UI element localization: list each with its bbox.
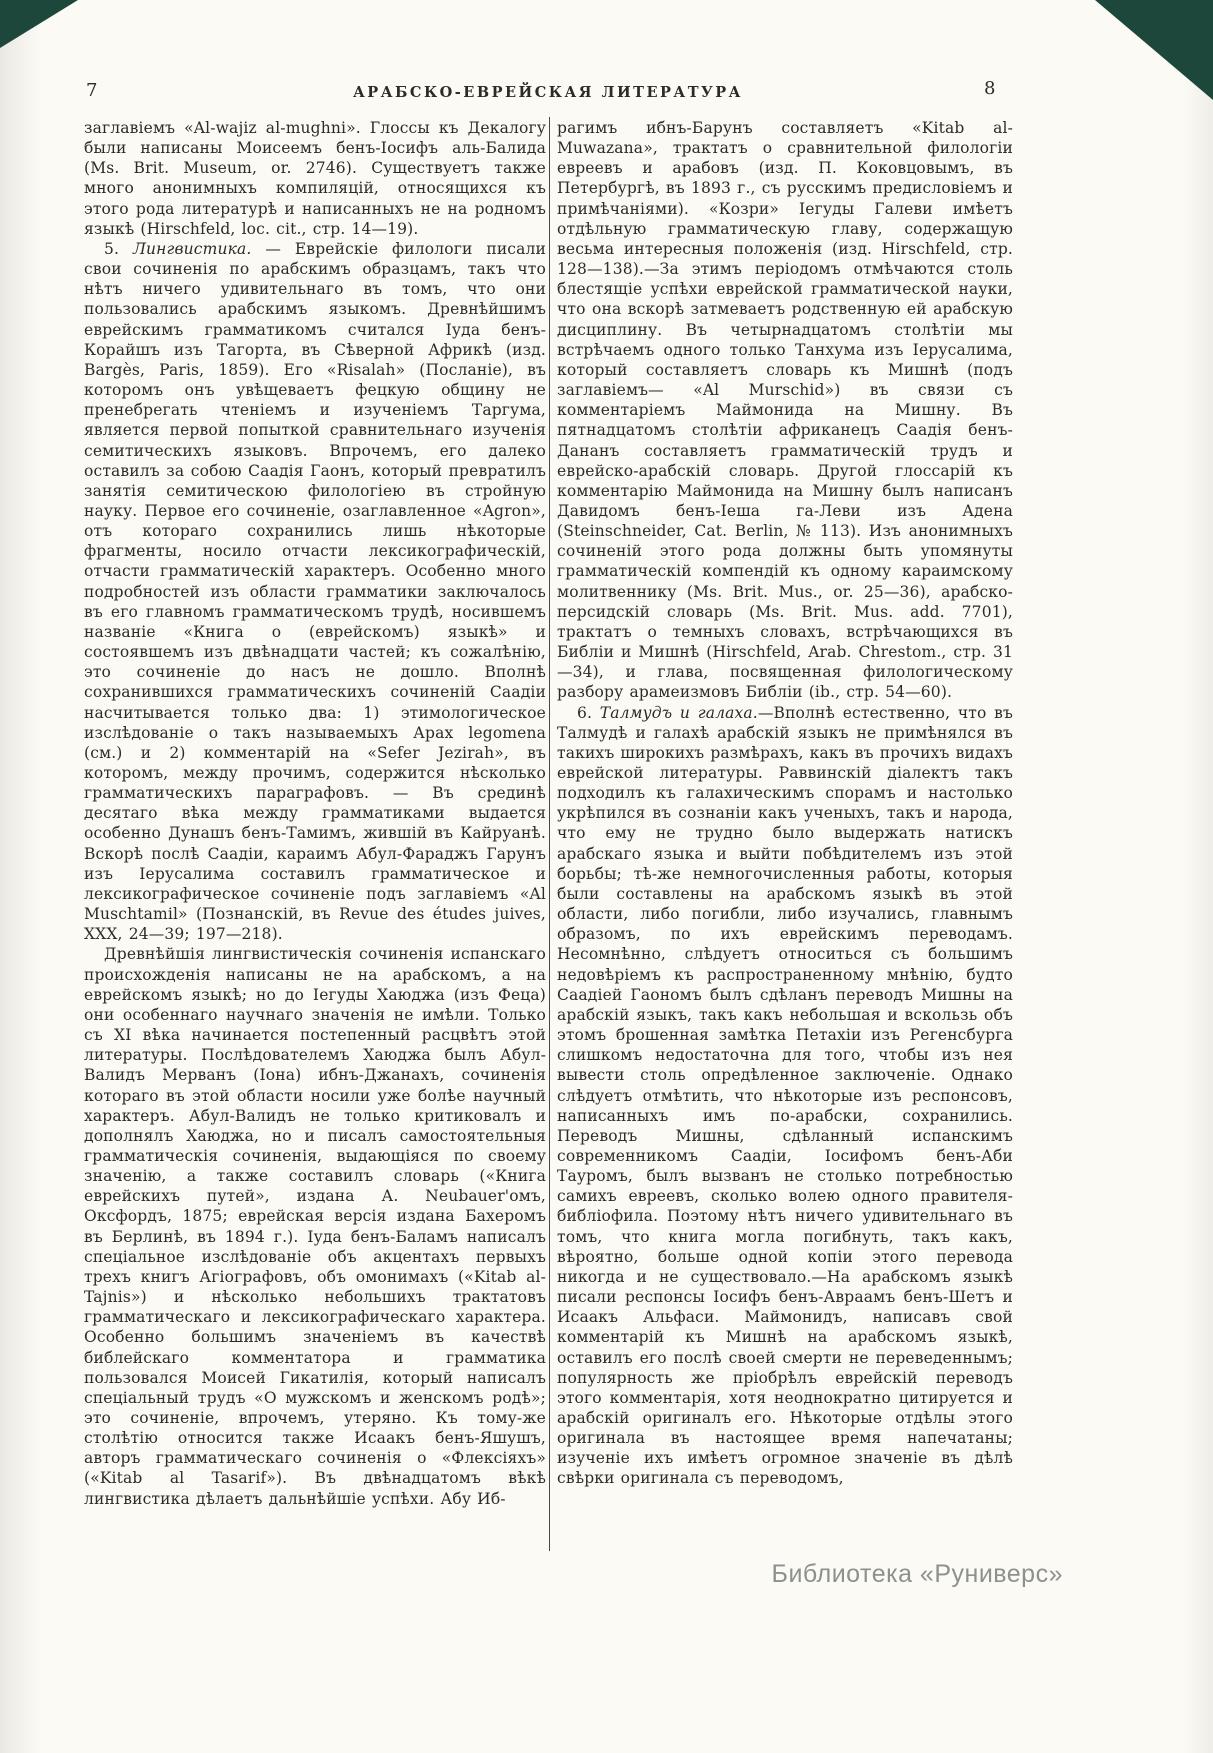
paragraph-text: Древнѣйшія лингвистическія сочиненія испанскаго происхожденія написаны не на арабскомъ, а на еврейскомъ языкѣ; но до Іегуды Хаюджа (изъ Феца) они особеннаго научнаго значенія не имѣли. Только съ XI вѣка начинается постепенный расцвѣтъ этой литературы. Послѣдователемъ Хаюджа былъ Абул-Валидъ Мерванъ (Іона) ибнъ-Джанахъ, сочиненія котораго въ этой области носили уже болѣе научный характеръ. Абул-Валидъ не только критиковалъ и дополнялъ Хаюджа, но и писалъ самостоятельныя грамматическія сочиненія, выдающіяся по своему значенію, а также составилъ словарь («Книга еврейскихъ путей», издана А. Neubauer'омъ, Оксфордъ, 1875; еврейская версія издана Бахеромъ въ Берлинѣ, въ 1894 г.). Іуда бенъ-Баламъ написалъ спеціальное изслѣдованіе объ акцентахъ первыхъ трехъ книгъ Агіографовъ, объ омонимахъ («Kitab al-Tajnis») и нѣсколько небольшихъ трактатовъ грамматическаго и лексикографическаго характера. Особенно большимъ значеніемъ въ качествѣ библейскаго комментатора и грамматика пользовался Моисей Гикатилія, который написалъ спеціальный трудъ «О мужскомъ и женскомъ родѣ»; это сочиненіе, впрочемъ, утеряно. Къ тому-же столѣтію относится также Исаакъ бенъ-Яшушъ, авторъ грамматическаго сочиненія о «Флексіяхъ» («Kitab al Tasarif»). Въ двѣнадцатомъ вѣкѣ лингвистика дѣлаетъ дальнѣйшіе успѣхи. Абу Иб- (84, 945, 546, 1508)
paragraph-text: — Еврейскіе филологи писали свои сочиненія по арабскимъ образцамъ, такъ что нѣтъ ничего удивительнаго въ томъ, что они пользовались арабскимъ языкомъ. Древнѣйшимъ еврейскимъ грамматикомъ считался Іуда бенъ-Корайшъ изъ Тагорта, въ Сѣверной Африкѣ (изд. Bargès, Paris, 1859). Его «Risalah» (Посланіе), въ которомъ онъ увѣщеваетъ фецкую общину не пренебрегать чтеніемъ и изученіемъ Таргума, является первой попыткой сравнительнаго изученія семитическихъ языковъ. Впрочемъ, его далеко оставилъ за собою Саадія Гаонъ, который превратилъ занятія семитическою филологіею въ стройную науку. Первое его сочиненіе, озаглавленное «Agron», отъ котораго сохранились лишь нѣкоторые фрагменты, носило отчасти лексикографическій, отчасти грамматическій характеръ. Особенно много подробностей изъ области грамматики заключалось въ его главномъ грамматическомъ трудѣ, носившемъ названіе «Книга о (еврейскомъ) языкѣ» и состоявшемъ изъ двѣнадцати частей; къ сожалѣнію, это сочиненіе до насъ не дошло. Вполнѣ сохранившихся грамматическихъ сочиненій Саадіи насчитывается только два: 1) этимологическое изслѣдованіе о такъ называемыхъ Арах legomena (см.) и 2) комментарій на «Sefer Jezirah», въ которомъ, между прочимъ, содержится нѣсколько грамматическихъ параграфовъ. — Въ срединѣ десятаго вѣка между грамматиками выдается особенно Дунашъ бенъ-Тамимъ, жившій въ Кайруанѣ. Вскорѣ послѣ Саадіи, караимъ Абул-Фараджъ Гарунъ изъ Іерусалима составилъ грамматическое и лексикографическое сочиненіе подъ заглавіемъ «Al Muschtamil» (Познанскій, въ Revue des études juives, XXX, 24—39; 197—218). (84, 239, 546, 944)
page-number-left: 7 (86, 80, 98, 101)
page-number-right: 8 (984, 78, 996, 99)
section-number: 5. (104, 239, 133, 258)
running-header-title: АРАБСКО-ЕВРЕЙСКАЯ ЛИТЕРАТУРА (353, 84, 743, 101)
paragraph-text: —Вполнѣ естественно, что въ Талмудѣ и галахѣ арабскій языкъ не примѣнялся въ такихъ широкихъ размѣрахъ, какъ въ прочихъ видахъ еврейской литературы. Раввинскій діалектъ такъ подходилъ къ галахическимъ спорамъ и настолько укрѣпился въ сознаніи какъ ученыхъ, такъ и народа, что ему не трудно было выдержать натискъ арабскаго языка и выйти побѣдителемъ изъ этой борьбы; тѣ-же немногочисленныя работы, которыя были составлены на арабскомъ языкѣ въ этой области, либо погибли, либо изучались, главнымъ образомъ, по ихъ еврейскимъ переводамъ. Несомнѣнно, слѣдуетъ относиться съ большимъ недовѣріемъ къ распространенному мнѣнію, будто Саадіей Гаономъ былъ сдѣланъ переводъ Мишны на арабскій языкъ, такъ какъ небольшая и вскользь объ этомъ брошенная замѣтка Петахіи изъ Регенсбурга слишкомъ недостаточна для того, чтобы изъ нея вывести столь опредѣленное заключеніе. Однако слѣдуетъ отмѣтить, что нѣкоторые изъ респонсовъ, написанныхъ имъ по-арабски, сохранились. Переводъ Мишны, сдѣланный испанскимъ современникомъ Саадіи, Іосифомъ бенъ-Аби Тауромъ, былъ вызванъ не столько потребностью самихъ евреевъ, сколько волею одного правителя-библіофила. Поэтому нѣтъ ничего удивительнаго въ томъ, что книга могла погибнуть, такъ какъ, вѣроятно, больше одной копіи этого перевода никогда и не существовало.—На арабскомъ языкѣ писали респонсы Іосифъ бенъ-Авраамъ бенъ-Шетъ и Исаакъ Альфаси. Маймонидъ, написавъ свой комментарій къ Мишнѣ на арабскомъ языкѣ, оставилъ его послѣ своей смерти не переведеннымъ; популярность же пріобрѣлъ еврейскій переводъ этого комментарія, хотя неоднократно цитируется и арабскій оригиналъ его. Нѣкоторые отдѣлы этого оригинала въ настоящее время напечатаны; изученіе ихъ имѣетъ огромное значеніе въ дѣлѣ свѣрки оригинала съ переводомъ, (557, 703, 1013, 1488)
text-column-right (557, 118, 1013, 1556)
library-watermark: Библиотека «Руниверс» (771, 1560, 1063, 1588)
paragraph-continuation (557, 118, 1013, 703)
text-column-left (84, 118, 546, 1556)
section-number: 6. (577, 703, 600, 722)
paragraph-text: рагимъ ибнъ-Барунъ составляетъ «Kitab al-Muwazana», трактатъ о сравнительной филологіи евреевъ и арабовъ (изд. П. Коковцовымъ, въ Петербургѣ, въ 1893 г., съ русскимъ предисловіемъ и примѣчаніями). «Козри» Іегуды Галеви имѣетъ отдѣльную грамматическую главу, содержащую весьма интересныя положенія (изд. Hirschfeld, стр. 128—138).—За этимъ періодомъ отмѣчаются столь блестящіе успѣхи еврейской грамматической науки, что она вскорѣ затмеваетъ родственную ей арабскую дисциплину. Въ четырнадцатомъ столѣтіи мы встрѣчаемъ одного только Танхума изъ Іерусалима, который составляетъ словарь къ Мишнѣ (подъ заглавіемъ— «Al Murschid») въ связи съ комментаріемъ Маймонида на Мишну. Въ пятнадцатомъ столѣтіи африканецъ Саадія бенъ-Дананъ составляетъ грамматическій трудъ и еврейско-арабскій словарь. Другой глоссарій къ комментарію Маймонида на Мишну былъ написанъ Давидомъ бенъ-Іеша га-Леви изъ Адена (Steinschneider, Cat. Berlin, № 113). Изъ анонимныхъ сочиненій этого рода должны быть упомянуты грамматическій компендій къ одному караимскому молитвеннику (Ms. Brit. Mus., or. 25—36), арабско-персидскій словарь (Ms. Brit. Mus. add. 7701), трактатъ о темныхъ словахъ, встрѣчающихся въ Библіи и Мишнѣ (Hirschfeld, Arab. Chrestom., стр. 31—34), и глава, посвященная филологическому разбору арамеизмовъ Библіи (ib., стр. 54—60). (557, 119, 1013, 702)
section-title: Талмудъ и галаха. (599, 703, 758, 722)
paragraph-section-5 (84, 239, 546, 944)
paragraph-section-6 (557, 703, 1013, 1489)
paragraph-continuation (84, 118, 546, 239)
paragraph-text: заглавіемъ «Al-wajiz al-mughni». Глоссы къ Декалогу были написаны Моисеемъ бенъ-Іосифъ аль-Балида (Ms. Brit. Museum, or. 2746). Существуетъ также много анонимныхъ компиляцій, относящихся къ этого рода литературѣ и написанныхъ не на родномъ языкѣ (Hirschfeld, loc. cit., стр. 14—19). (84, 119, 546, 238)
column-divider-rule (549, 117, 550, 1551)
paragraph (84, 944, 546, 1508)
section-title: Лингвистика. (132, 239, 252, 258)
